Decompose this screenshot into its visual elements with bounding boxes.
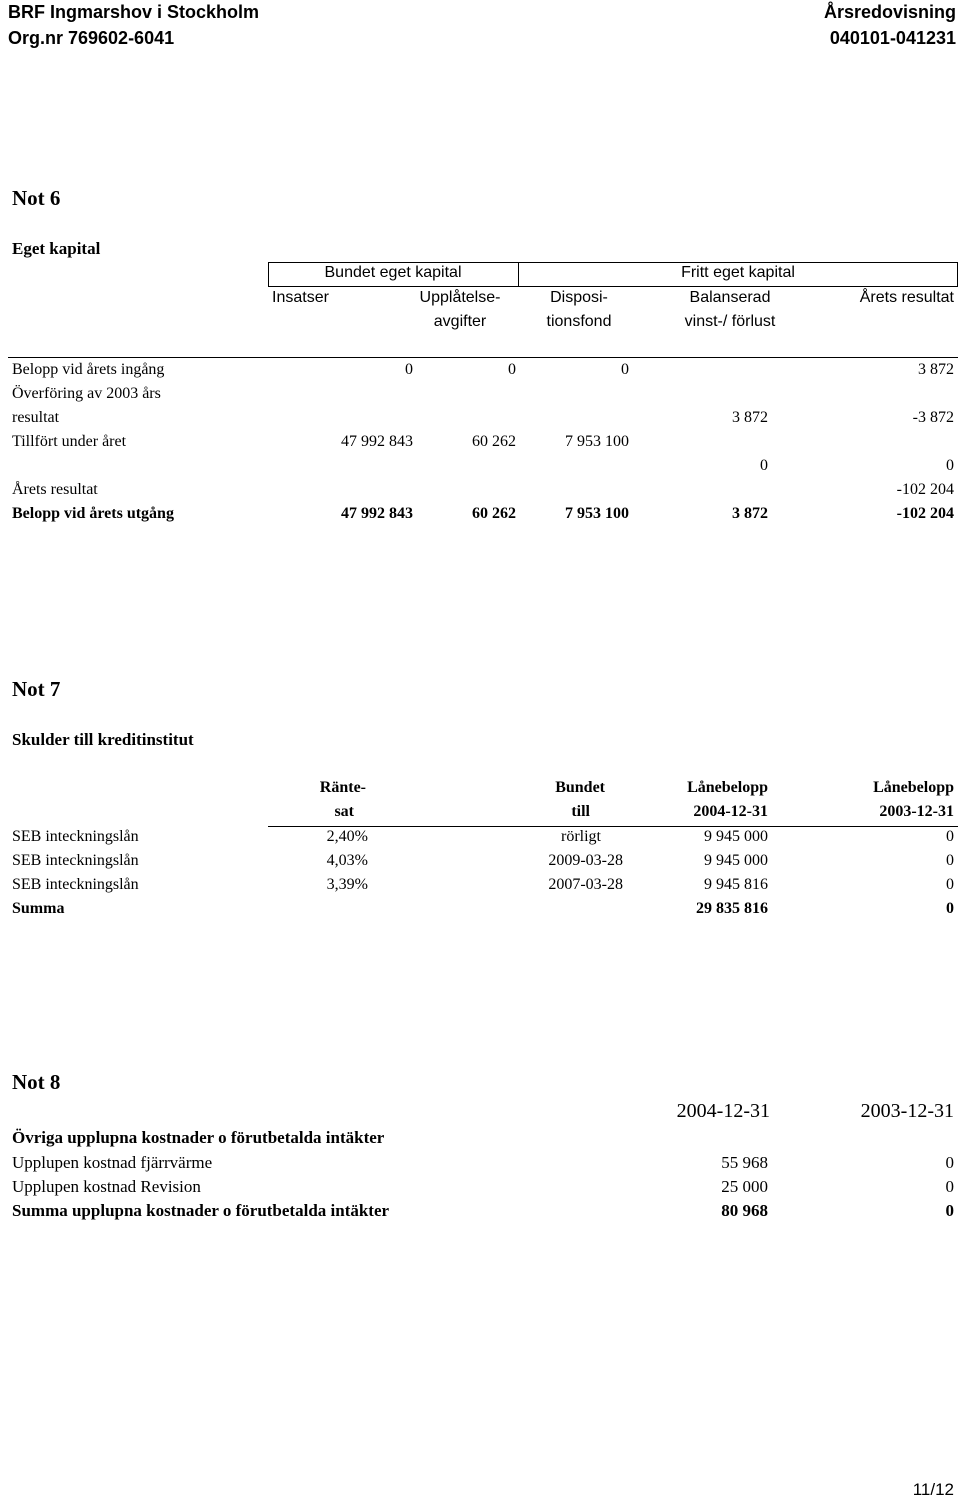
cell-lanebelopp-2004: 9 945 816 (704, 876, 768, 893)
col-rante-line2: sat (334, 803, 354, 820)
cell-lanebelopp-2003: 0 (946, 852, 954, 869)
loans-header-rule (268, 826, 958, 827)
col-bundet-line1: Bundet (555, 779, 605, 796)
cell-rantesats: 2,40% (326, 828, 368, 845)
cell-2004: 25 000 (721, 1177, 768, 1196)
note7-title: Not 7 (12, 677, 61, 701)
cell-lanebelopp-2003: 0 (946, 876, 954, 893)
cell-arets-resultat: 3 872 (918, 361, 954, 378)
cell-arets-resultat: -3 872 (912, 409, 954, 426)
col-insatser: Insatser (272, 289, 329, 306)
cell-upplatelse: 60 262 (472, 433, 516, 450)
note7-subtitle: Skulder till kreditinstitut (12, 730, 194, 749)
row-label: SEB inteckningslån (12, 828, 139, 845)
equity-body-rule (8, 357, 958, 358)
cell-bundet-till: 2009-03-28 (548, 852, 623, 869)
col-upplatelse-line2: avgifter (433, 313, 487, 330)
document-type: Årsredovisning (823, 2, 956, 22)
equity-header-top-rule (268, 262, 958, 263)
col-rante-line1: Ränte- (319, 779, 366, 796)
col-lanebelopp-2004-line2: 2004-12-31 (693, 803, 768, 820)
cell-dispositionsfond: 0 (621, 361, 629, 378)
row-label: Belopp vid årets utgång (12, 505, 174, 522)
note6-title: Not 6 (12, 186, 61, 210)
col-upplatelse-line1: Upplåtelse- (419, 289, 501, 306)
row-label: SEB inteckningslån (12, 852, 139, 869)
page-number: 11/12 (912, 1480, 954, 1499)
cell-lanebelopp-2004: 9 945 000 (704, 852, 768, 869)
cell-balanserad: 3 872 (732, 409, 768, 426)
col-dispositionsfond-line2: tionsfond (546, 313, 612, 330)
col-2003: 2003-12-31 (860, 1100, 954, 1122)
cell-balanserad: 0 (760, 457, 768, 474)
col-balanserad-line1: Balanserad (689, 289, 771, 306)
cell-rantesats: 4,03% (326, 852, 368, 869)
row-label: Belopp vid årets ingång (12, 361, 165, 378)
cell-2003: 0 (945, 1177, 954, 1196)
report-period: 040101-041231 (829, 28, 956, 48)
row-label: Summa (12, 900, 65, 917)
col-2004: 2004-12-31 (676, 1100, 770, 1122)
org-number: Org.nr 769602-6041 (8, 28, 175, 48)
cell-arets-resultat: -102 204 (896, 505, 954, 522)
cell-lanebelopp-2003: 0 (946, 828, 954, 845)
cell-dispositionsfond: 7 953 100 (565, 505, 629, 522)
cell-2003: 0 (945, 1201, 954, 1220)
cell-arets-resultat: 0 (946, 457, 954, 474)
col-lanebelopp-2003-line1: Lånebelopp (873, 779, 954, 796)
cell-bundet-till: 2007-03-28 (548, 876, 623, 893)
equity-group-bundet: Bundet eget kapital (324, 264, 462, 281)
cell-insatser: 47 992 843 (341, 433, 413, 450)
cell-lanebelopp-2003: 0 (946, 900, 954, 917)
cell-dispositionsfond: 7 953 100 (565, 433, 629, 450)
cell-2003: 0 (945, 1153, 954, 1172)
cell-2004: 55 968 (721, 1153, 768, 1172)
row-label: Årets resultat (12, 481, 98, 498)
row-label: Summa upplupna kostnader o förutbetalda intäkter (12, 1201, 390, 1220)
cell-bundet-till: rörligt (561, 828, 601, 845)
cell-lanebelopp-2004: 9 945 000 (704, 828, 768, 845)
row-label: Tillfört under året (12, 433, 127, 450)
cell-insatser: 0 (405, 361, 413, 378)
row-label: Upplupen kostnad Revision (12, 1177, 201, 1196)
cell-upplatelse: 0 (508, 361, 516, 378)
cell-balanserad: 3 872 (732, 505, 768, 522)
cell-insatser: 47 992 843 (341, 505, 413, 522)
cell-2004: 80 968 (721, 1201, 768, 1220)
col-arets-resultat: Årets resultat (859, 289, 954, 306)
col-balanserad-line2: vinst-/ förlust (684, 313, 776, 330)
org-name: BRF Ingmarshov i Stockholm (8, 2, 260, 22)
row-label: SEB inteckningslån (12, 876, 139, 893)
cell-upplatelse: 60 262 (472, 505, 516, 522)
col-lanebelopp-2003-line2: 2003-12-31 (879, 803, 954, 820)
equity-group-fritt: Fritt eget kapital (681, 264, 795, 281)
cell-rantesats: 3,39% (326, 876, 368, 893)
col-dispositionsfond-line1: Disposi- (550, 289, 608, 306)
accruals-heading: Övriga upplupna kostnader o förutbetalda intäkter (12, 1128, 385, 1147)
note6-subtitle: Eget kapital (12, 239, 101, 258)
equity-header-right-rule (957, 262, 958, 286)
note8-title: Not 8 (12, 1070, 61, 1094)
cell-arets-resultat: -102 204 (896, 481, 954, 498)
row-label: resultat (12, 409, 60, 426)
col-bundet-line2: till (571, 803, 590, 820)
row-label: Upplupen kostnad fjärrvärme (12, 1153, 213, 1172)
cell-lanebelopp-2004: 29 835 816 (696, 900, 768, 917)
col-lanebelopp-2004-line1: Lånebelopp (687, 779, 768, 796)
equity-header-bottom-rule (268, 286, 958, 287)
row-label: Överföring av 2003 års (12, 385, 161, 402)
